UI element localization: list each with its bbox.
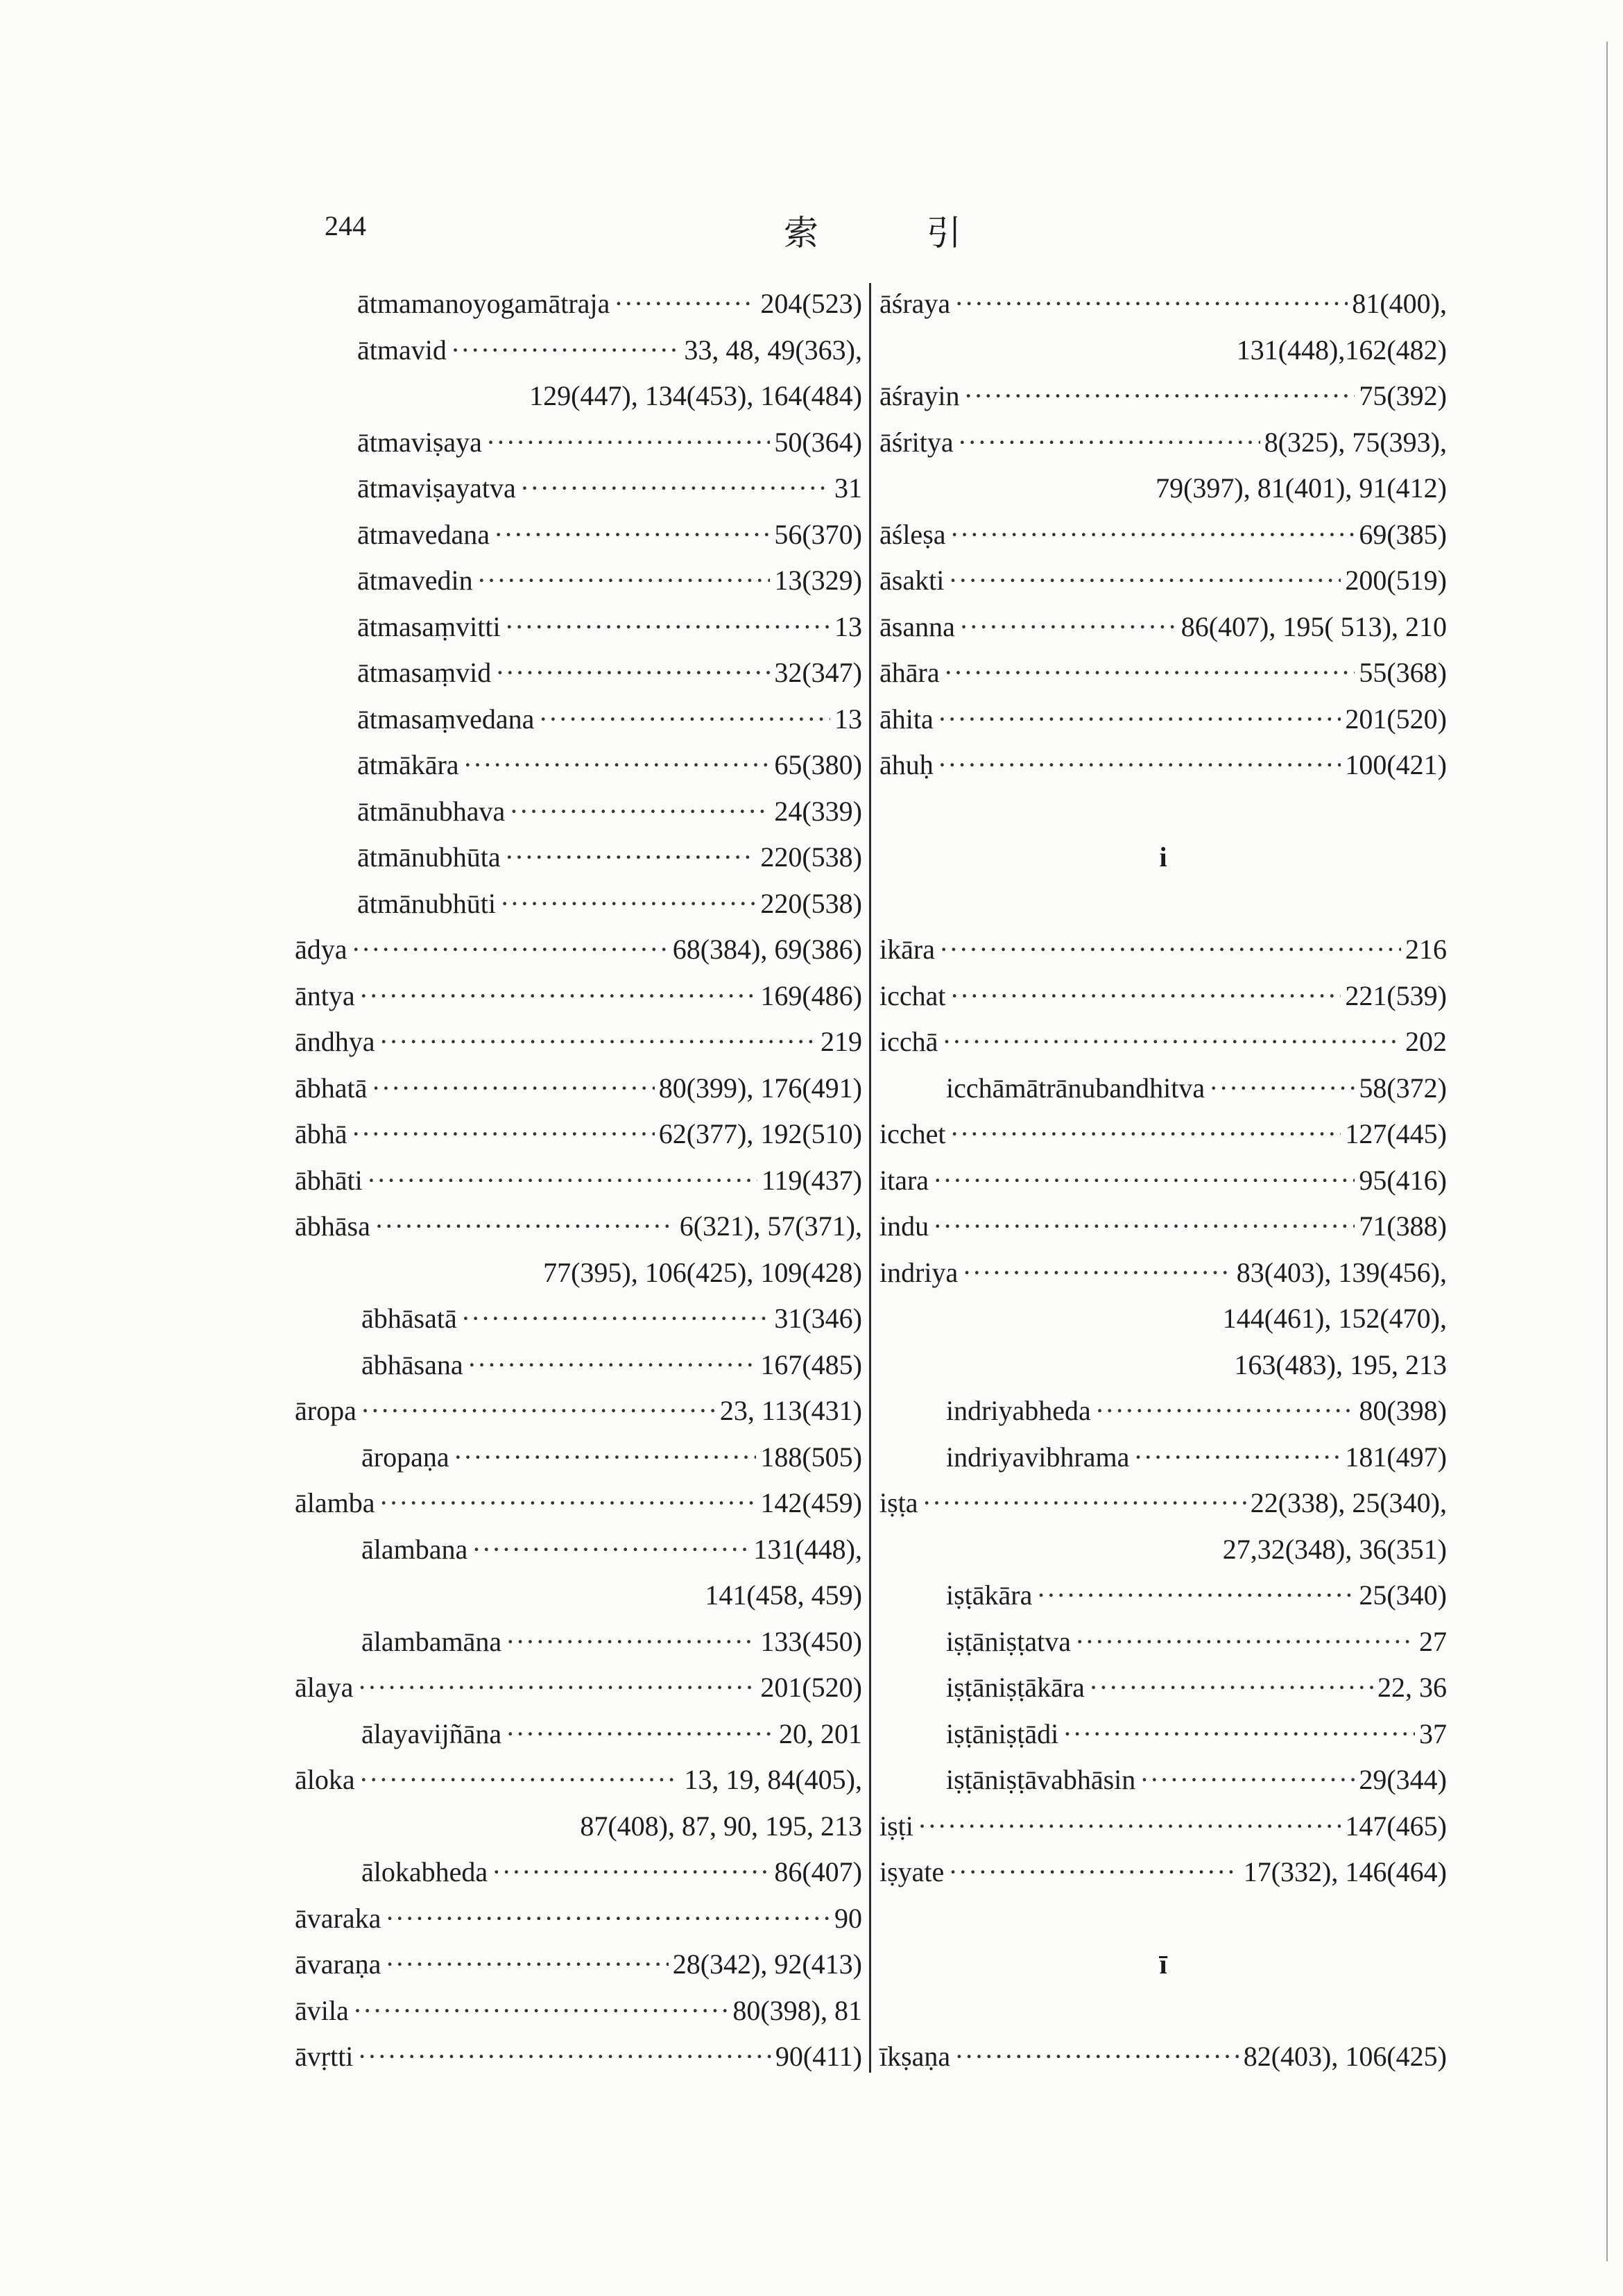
index-page-refs: 188(505) <box>760 1441 862 1473</box>
index-entry <box>879 650 1447 696</box>
index-term: icchā <box>879 1026 938 1057</box>
dot-leader <box>379 1480 757 1527</box>
index-entry <box>295 1665 862 1711</box>
index-page-refs: 80(398), 81 <box>732 1994 862 2026</box>
index-entry-continuation <box>295 1250 862 1296</box>
index-entry <box>295 1711 862 1758</box>
index-page-refs: 219 <box>821 1026 862 1057</box>
index-page-refs: 169(486) <box>760 979 862 1011</box>
index-page-refs: 80(398) <box>1359 1395 1447 1426</box>
index-page-refs: 32(347) <box>774 657 862 688</box>
index-term: ātmavid <box>357 334 447 366</box>
index-page-refs: 22(338), 25(340), <box>1250 1487 1447 1518</box>
index-term: iṣṭāniṣṭatva <box>946 1625 1071 1657</box>
index-term: ābhāsatā <box>361 1303 457 1334</box>
dot-leader <box>367 1158 757 1204</box>
index-term: indu <box>879 1210 929 1242</box>
index-entry <box>879 1480 1447 1527</box>
index-term: āśraya <box>879 288 951 319</box>
index-page-refs: 129(447), 134(453), 164(484) <box>529 380 862 411</box>
dot-leader <box>500 881 756 927</box>
index-page-refs: 204(523) <box>760 288 862 319</box>
index-entry-continuation <box>879 1342 1447 1389</box>
dot-leader <box>359 1757 680 1804</box>
index-term: āropaṇa <box>361 1441 449 1473</box>
index-entry <box>295 927 862 973</box>
index-page-refs: 71(388) <box>1359 1210 1447 1242</box>
index-entry <box>879 1019 1447 1065</box>
dot-leader <box>352 927 669 973</box>
dot-leader <box>922 1480 1246 1527</box>
dot-leader <box>938 696 1341 743</box>
dot-leader <box>385 1942 668 1988</box>
index-entry <box>879 1111 1447 1158</box>
blank-line <box>879 1988 1447 2034</box>
index-term: indriya <box>879 1256 959 1288</box>
index-page-refs: 144(461), 152(470), <box>1222 1303 1447 1334</box>
index-term: indriyavibhrama <box>946 1441 1130 1473</box>
index-page-refs: 201(520) <box>1345 703 1447 735</box>
index-page-refs: 131(448),162(482) <box>1236 334 1447 366</box>
index-entry <box>879 604 1447 651</box>
index-entry <box>879 373 1447 420</box>
index-page-refs: 81(400), <box>1352 288 1447 319</box>
index-page-refs: 68(384), 69(386) <box>672 934 862 965</box>
index-page-refs: 75(392) <box>1359 380 1447 411</box>
index-page-refs: 82(403), 106(425) <box>1243 2041 1447 2072</box>
index-entry <box>295 696 862 743</box>
index-term: āntya <box>295 979 355 1011</box>
index-page-refs: 24(339) <box>774 795 862 827</box>
index-page-refs: 86(407) <box>774 1856 862 1887</box>
index-term: āndhya <box>295 1026 375 1057</box>
index-page-refs: 131(448), <box>753 1533 862 1565</box>
index-term: ābhāsana <box>361 1348 463 1380</box>
index-term: icchāmātrānubandhitva <box>946 1072 1205 1104</box>
index-page-refs: 58(372) <box>1359 1072 1447 1104</box>
dot-leader <box>495 650 770 696</box>
index-term: ātmānubhūti <box>357 887 496 919</box>
index-page-refs: 33, 48, 49(363), <box>684 334 862 366</box>
dot-leader <box>959 604 1177 651</box>
dot-leader <box>950 973 1341 1020</box>
index-term: iṣṭāniṣṭāvabhāsin <box>946 1764 1136 1795</box>
index-page-refs: 142(459) <box>760 1487 862 1518</box>
index-entry <box>295 1896 862 1942</box>
index-entry <box>879 1619 1447 1665</box>
index-term: ātmasaṃvitti <box>357 610 501 642</box>
index-term: āśritya <box>879 426 954 458</box>
index-term: ālambamāna <box>361 1625 502 1657</box>
index-term: ātmānubhūta <box>357 841 501 873</box>
index-page-refs: 31 <box>834 472 862 504</box>
index-entry <box>879 1665 1447 1711</box>
index-term: iṣṭākāra <box>946 1579 1033 1611</box>
index-entry <box>879 512 1447 558</box>
dot-leader <box>492 1849 770 1896</box>
index-term: iṣṭāniṣṭākāra <box>946 1672 1085 1703</box>
index-page-refs: 87(408), 87, 90, 195, 213 <box>580 1810 862 1842</box>
dot-leader <box>950 512 1355 558</box>
dot-leader <box>1089 1665 1373 1711</box>
dot-leader <box>1133 1434 1341 1481</box>
index-term: ābhā <box>295 1118 347 1149</box>
index-entry <box>879 1250 1447 1296</box>
index-term: iṣṭa <box>879 1487 918 1518</box>
dot-leader <box>486 420 770 466</box>
index-term: ikāra <box>879 934 935 965</box>
index-page-refs: 147(465) <box>1345 1810 1447 1842</box>
dot-leader <box>451 327 680 374</box>
index-entry <box>295 1388 862 1434</box>
dot-leader <box>942 1019 1401 1065</box>
index-entry <box>295 1757 862 1804</box>
page-header <box>0 208 1623 253</box>
index-entry <box>295 327 862 374</box>
dot-leader <box>477 558 771 604</box>
index-entry <box>879 558 1447 604</box>
dot-leader <box>964 373 1355 420</box>
index-term: ālamba <box>295 1487 375 1518</box>
index-term: īkṣaṇa <box>879 2041 951 2072</box>
index-entry <box>295 742 862 789</box>
dot-leader <box>463 742 771 789</box>
index-entry <box>295 1296 862 1342</box>
dot-leader <box>1140 1757 1355 1804</box>
dot-leader <box>918 1804 1341 1850</box>
index-page-refs: 8(325), 75(393), <box>1264 426 1447 458</box>
index-term: āvaraṇa <box>295 1948 381 1980</box>
index-page-refs: 86(407), 195( 513), 210 <box>1180 610 1447 642</box>
index-page-refs: 83(403), 139(456), <box>1236 1256 1447 1288</box>
blank-line <box>879 881 1447 927</box>
dot-leader <box>1063 1711 1415 1758</box>
index-page-refs: 127(445) <box>1345 1118 1447 1149</box>
index-entry <box>295 1988 862 2034</box>
dot-leader <box>950 1111 1341 1158</box>
dot-leader <box>1095 1388 1355 1434</box>
index-page-refs: 77(395), 106(425), 109(428) <box>543 1256 862 1288</box>
dot-leader <box>1036 1573 1355 1619</box>
index-entry <box>295 420 862 466</box>
index-term: āvila <box>295 1994 349 2026</box>
index-page-refs: 27,32(348), 36(351) <box>1222 1533 1447 1565</box>
index-entry <box>295 2034 862 2080</box>
index-page-refs: 79(397), 81(401), 91(412) <box>1156 472 1447 504</box>
index-term: āsanna <box>879 610 955 642</box>
index-page-refs: 55(368) <box>1359 657 1447 688</box>
index-term: ātmākāra <box>357 749 459 780</box>
dot-leader <box>954 281 1348 327</box>
index-term: āsakti <box>879 565 945 596</box>
dot-leader <box>505 604 830 651</box>
index-page-refs: 181(497) <box>1345 1441 1447 1473</box>
index-term: āropa <box>295 1395 357 1426</box>
dot-leader <box>509 789 770 835</box>
dot-leader <box>958 420 1260 466</box>
index-term: iṣṭi <box>879 1810 913 1842</box>
index-page-refs: 17(332), 146(464) <box>1243 1856 1447 1887</box>
index-entry <box>295 512 862 558</box>
index-page-refs: 167(485) <box>760 1348 862 1380</box>
index-entry-continuation <box>879 327 1447 374</box>
index-entry <box>295 1203 862 1250</box>
index-term: icchet <box>879 1118 946 1149</box>
index-entry-continuation <box>879 465 1447 512</box>
index-entry <box>295 1527 862 1573</box>
index-term: āhita <box>879 703 934 735</box>
index-page-refs: 13(329) <box>774 565 862 596</box>
index-term: ādya <box>295 934 347 965</box>
index-term: iṣyate <box>879 1856 945 1887</box>
index-column-left <box>295 281 862 2084</box>
dot-leader <box>944 650 1355 696</box>
section-heading: i <box>1159 841 1167 873</box>
dot-leader <box>352 1111 655 1158</box>
dot-leader <box>357 2034 771 2080</box>
index-term: āśleṣa <box>879 518 946 550</box>
dot-leader <box>494 512 770 558</box>
index-term: ābhāsa <box>295 1210 370 1242</box>
index-page-refs: 100(421) <box>1345 749 1447 780</box>
index-term: āhāra <box>879 657 940 688</box>
index-entry <box>295 604 862 651</box>
index-entry <box>295 1065 862 1112</box>
index-entry <box>295 465 862 512</box>
index-entry-continuation <box>295 373 862 420</box>
index-page-refs: 200(519) <box>1345 565 1447 596</box>
index-page-refs: 216 <box>1405 934 1447 965</box>
index-entry <box>879 1388 1447 1434</box>
index-page-refs: 163(483), 195, 213 <box>1234 1348 1447 1380</box>
index-entry <box>295 789 862 835</box>
index-entry <box>879 1849 1447 1896</box>
index-term: ātmānubhava <box>357 795 506 827</box>
dot-leader <box>359 973 757 1020</box>
index-page-refs: 90 <box>834 1902 862 1934</box>
index-term: indriyabheda <box>946 1395 1091 1426</box>
dot-leader <box>938 742 1341 789</box>
index-entry <box>295 1849 862 1896</box>
dot-leader <box>520 465 830 512</box>
dot-leader <box>939 927 1401 973</box>
index-page-refs: 221(539) <box>1345 979 1447 1011</box>
index-entry <box>295 1434 862 1481</box>
dot-leader <box>379 1019 816 1065</box>
column-divider <box>869 283 871 2073</box>
index-term: ābhāti <box>295 1164 363 1196</box>
index-entry <box>879 1158 1447 1204</box>
blank-line <box>879 789 1447 835</box>
dot-leader <box>933 1158 1355 1204</box>
dot-leader <box>1075 1619 1415 1665</box>
index-entry <box>295 973 862 1020</box>
index-page-refs: 50(364) <box>774 426 862 458</box>
index-entry <box>295 1480 862 1527</box>
index-term: iṣṭāniṣṭādi <box>946 1717 1059 1749</box>
dot-leader <box>505 834 757 881</box>
index-page-refs: 29(344) <box>1359 1764 1447 1795</box>
page-title: 索 引 <box>784 213 1010 253</box>
index-page-refs: 90(411) <box>775 2041 862 2072</box>
index-column-right <box>879 281 1447 2084</box>
index-term: āvaraka <box>295 1902 381 1934</box>
dot-leader <box>1209 1065 1355 1112</box>
index-entry <box>879 281 1447 327</box>
index-entry <box>879 973 1447 1020</box>
dot-leader <box>506 1619 756 1665</box>
dot-leader <box>948 1849 1239 1896</box>
dot-leader <box>454 1434 757 1481</box>
index-term: ātmasaṃvedana <box>357 703 535 735</box>
index-page-refs: 80(399), 176(491) <box>658 1072 862 1104</box>
index-entry <box>879 420 1447 466</box>
index-entry <box>295 1342 862 1389</box>
index-entry <box>879 1804 1447 1850</box>
index-entry-continuation <box>879 1527 1447 1573</box>
index-term: āloka <box>295 1764 355 1795</box>
index-entry <box>295 1158 862 1204</box>
index-entry <box>295 281 862 327</box>
index-page-refs: 37 <box>1419 1717 1447 1749</box>
index-term: ātmaviṣayatva <box>357 472 516 504</box>
dot-leader <box>962 1250 1232 1296</box>
index-entry <box>295 1619 862 1665</box>
index-entry <box>879 2034 1447 2080</box>
index-page-refs: 202 <box>1405 1026 1447 1057</box>
dot-leader <box>538 696 830 743</box>
index-term: ātmasaṃvid <box>357 657 492 688</box>
index-entry-continuation <box>295 1573 862 1619</box>
dot-leader <box>361 1388 716 1434</box>
index-page-refs: 65(380) <box>774 749 862 780</box>
index-page-refs: 201(520) <box>760 1672 862 1703</box>
index-term: ātmavedin <box>357 565 473 596</box>
dot-leader <box>385 1896 830 1942</box>
index-term: āvṛtti <box>295 2041 354 2072</box>
index-entry <box>295 1111 862 1158</box>
index-page-refs: 6(321), 57(371), <box>679 1210 862 1242</box>
index-term: ālaya <box>295 1672 354 1703</box>
index-entry <box>879 1573 1447 1619</box>
index-term: ātmavedana <box>357 518 490 550</box>
index-page-refs: 13, 19, 84(405), <box>684 1764 862 1795</box>
dot-leader <box>948 558 1341 604</box>
index-page-refs: 56(370) <box>774 518 862 550</box>
index-entry <box>295 881 862 927</box>
index-page-refs: 23, 113(431) <box>719 1395 862 1426</box>
index-term: āśrayin <box>879 380 960 411</box>
index-page-refs: 69(385) <box>1359 518 1447 550</box>
index-page-refs: 95(416) <box>1359 1164 1447 1196</box>
index-entry <box>879 1203 1447 1250</box>
dot-leader <box>506 1711 775 1758</box>
index-entry <box>295 834 862 881</box>
dot-leader <box>353 1988 729 2034</box>
dot-leader <box>467 1342 757 1389</box>
index-page-refs: 62(377), 192(510) <box>658 1118 862 1149</box>
index-page-refs: 119(437) <box>761 1164 862 1196</box>
index-term: itara <box>879 1164 929 1196</box>
index-entry <box>295 1942 862 1988</box>
section-heading: ī <box>1159 1948 1167 1980</box>
dot-leader <box>357 1665 756 1711</box>
index-term: ābhatā <box>295 1072 368 1104</box>
index-entry <box>879 1065 1447 1112</box>
index-entry <box>879 1711 1447 1758</box>
dot-leader <box>472 1527 749 1573</box>
index-page-refs: 13 <box>834 703 862 735</box>
index-entry <box>879 1434 1447 1481</box>
index-page-refs: 28(342), 92(413) <box>672 1948 862 1980</box>
dot-leader <box>954 2034 1239 2080</box>
index-entry-continuation <box>295 1804 862 1850</box>
dot-leader <box>461 1296 771 1342</box>
index-page-refs: 141(458, 459) <box>705 1579 862 1611</box>
dot-leader <box>371 1065 654 1112</box>
dot-leader <box>614 281 756 327</box>
index-term: ālambana <box>361 1533 468 1565</box>
index-page-refs: 22, 36 <box>1377 1672 1447 1703</box>
page-number: 244 <box>325 210 366 241</box>
blank-line <box>879 1896 1447 1942</box>
index-page-refs: 220(538) <box>760 841 862 873</box>
dot-leader <box>933 1203 1355 1250</box>
dot-leader <box>375 1203 676 1250</box>
index-entry <box>295 650 862 696</box>
index-entry <box>295 1019 862 1065</box>
index-entry <box>879 1757 1447 1804</box>
index-term: icchat <box>879 979 946 1011</box>
index-page-refs: 25(340) <box>1359 1579 1447 1611</box>
index-page-refs: 13 <box>834 610 862 642</box>
index-term: ālokabheda <box>361 1856 488 1887</box>
index-page-refs: 31(346) <box>774 1303 862 1334</box>
index-entry <box>879 696 1447 743</box>
index-page-refs: 220(538) <box>760 887 862 919</box>
index-term: ātmamanoyogamātraja <box>357 288 610 319</box>
index-page-refs: 20, 201 <box>779 1717 862 1749</box>
index-term: ātmaviṣaya <box>357 426 482 458</box>
page-edge-line <box>1606 42 1608 2261</box>
index-entry <box>879 742 1447 789</box>
index-page-refs: 27 <box>1419 1625 1447 1657</box>
index-term: ālayavijñāna <box>361 1717 502 1749</box>
index-entry-continuation <box>879 1296 1447 1342</box>
index-entry <box>295 558 862 604</box>
index-entry <box>879 927 1447 973</box>
index-page-refs: 133(450) <box>760 1625 862 1657</box>
index-term: āhuḥ <box>879 749 934 780</box>
